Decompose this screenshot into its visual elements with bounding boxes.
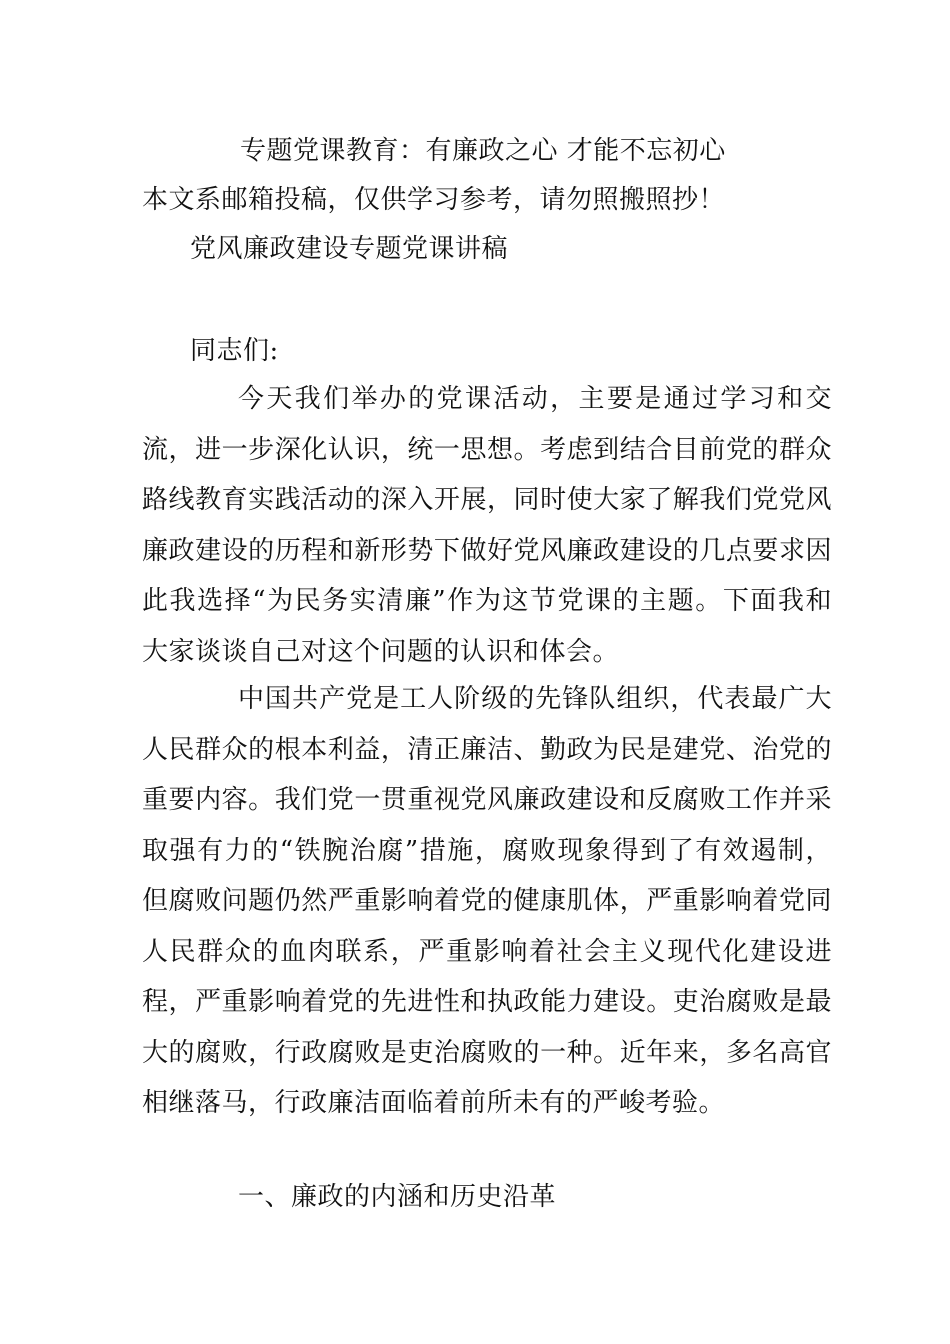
paragraph-intro: 今天我们举办的党课活动，主要是通过学习和交流，进一步深化认识，统一思想。考虑到结合目前党的群众路线教育实践活动的深入开展，同时使大家了解我们党党风廉政建设的历程和新形势下做好党风廉政建设的几点要求因此我选择“为民务实清廉”作为这节党课的主题。下面我和大家谈谈自己对这个问题的认识和体会。 (142, 384, 832, 667)
section-heading: 一、廉政的内涵和历史沿革 (238, 1182, 557, 1212)
submission-notice: 本文系邮箱投稿，仅供学习参考，请勿照搬照抄！ (142, 185, 726, 215)
paragraph-background: 中国共产党是工人阶级的先锋队组织，代表最广大人民群众的根本利益，清正廉洁、勤政为民是建党、治党的重要内容。我们党一贯重视党风廉政建设和反腐败工作并采取强有力的“铁腕治腐”措施，腐败现象得到了有效遏制，但腐败问题仍然严重影响着党的健康肌体，严重影响着党同人民群众的血肉联系，严重影响着社会主义现代化建设进程，严重影响着党的先进性和执政能力建设。吏治腐败是最大的腐败，行政腐败是吏治腐败的一种。近年来，多名高官相继落马，行政廉洁面临着前所未有的严峻考验。 (142, 684, 832, 1118)
document-subtitle: 党风廉政建设专题党课讲稿 (190, 234, 509, 264)
greeting: 同志们: (190, 336, 279, 366)
document-title: 专题党课教育：有廉政之心 才能不忘初心 (240, 136, 726, 166)
